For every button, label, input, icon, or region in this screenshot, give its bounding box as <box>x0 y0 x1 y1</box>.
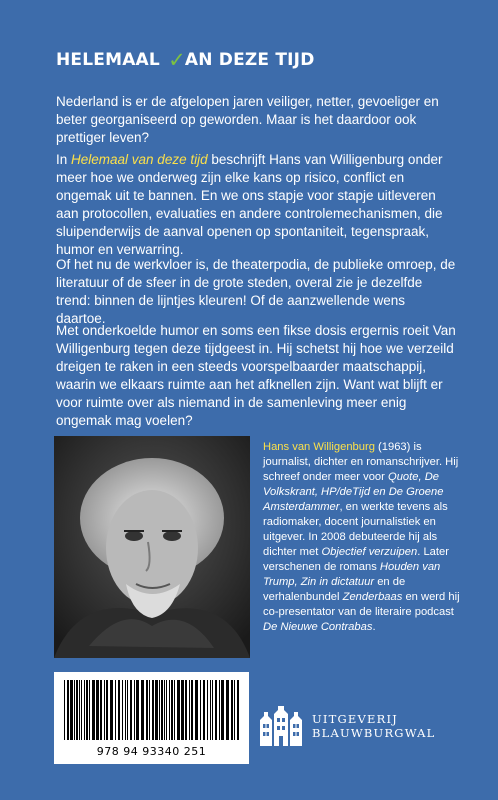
bio-text: . <box>372 621 376 633</box>
barcode-bar <box>134 680 135 740</box>
bio-debut-title: Objectief verzuipen <box>321 546 418 558</box>
barcode-bar <box>146 680 148 740</box>
barcode-bar <box>203 680 205 740</box>
bio-text: (1963) is journalist, dichter en romanschrijver. Hij schreef onder meer voor <box>263 441 459 483</box>
bio-text: en de verhalenbundel <box>263 576 406 603</box>
barcode-bar <box>67 680 69 740</box>
barcode-bar <box>169 680 170 740</box>
publisher-name-line-1: UITGEVERIJ <box>312 712 398 726</box>
author-portrait-image <box>54 436 250 658</box>
book-title <box>56 48 315 72</box>
barcode-bar <box>70 680 73 740</box>
barcode-bar <box>89 680 90 740</box>
barcode-bar <box>149 680 150 740</box>
bio-novels: Houden van Trump, Zin in dictatuur <box>263 561 441 588</box>
barcode-bar <box>200 680 201 740</box>
barcode-bar <box>86 680 88 740</box>
author-bio <box>263 440 463 635</box>
barcode-bar <box>106 680 108 740</box>
barcode-bar <box>79 680 80 740</box>
barcode-bar <box>231 680 233 740</box>
publisher-logo <box>258 702 458 752</box>
barcode-bar <box>215 680 217 740</box>
barcode-bar <box>226 680 229 740</box>
bio-text: . Later verschenen de romans <box>263 546 449 573</box>
blurb-p2-text: beschrijft Hans van Willigenburg onder meer hoe we onderweg zijn elke kans op risico, conflict en ongemak uit te bannen. En we ons stapje voor stapje uitleveren aan protocollen, evaluaties en andere controlemechanismen, die sluipenderwijs de aanval openen op spontaniteit, tegenspraak, humor en verwarring. <box>56 152 443 257</box>
blurb-paragraph-2 <box>56 151 456 259</box>
barcode-bar <box>161 680 163 740</box>
barcode-bar <box>207 680 208 740</box>
canal-houses-icon <box>258 702 304 748</box>
barcode-bar <box>76 680 78 740</box>
bio-text: , en werkte tevens als radiomaker, docent journalistiek en uitgever. In 2008 debuteerde hij als dichter met <box>263 501 448 558</box>
barcode-bars <box>54 672 249 746</box>
barcode-bar <box>155 680 158 740</box>
isbn-number: 978 94 93340 251 <box>96 745 207 758</box>
barcode-bar <box>191 680 193 740</box>
blurb-p2-prefix: In <box>56 152 72 167</box>
blurb-paragraph-1: Nederland is er de afgelopen jaren veiliger, netter, gevoeliger en beter georganiseerd op geworden. Maar is het daardoor ook prettiger leven? <box>56 94 439 145</box>
barcode-bar <box>171 680 173 740</box>
barcode-bar <box>96 680 99 740</box>
barcode-bar <box>195 680 198 740</box>
barcode-bar <box>237 680 239 740</box>
barcode-bar <box>164 680 165 740</box>
barcode-bar <box>122 680 123 740</box>
barcode-bar <box>141 680 144 740</box>
barcode-bar <box>152 680 154 740</box>
isbn-barcode <box>54 672 249 764</box>
title-part-1: HELEMAAL <box>56 50 167 70</box>
barcode-bar <box>219 680 220 740</box>
barcode-bar <box>84 680 85 740</box>
barcode-bar <box>130 680 132 740</box>
barcode-bar <box>81 680 82 740</box>
author-photo <box>54 436 250 658</box>
barcode-bar <box>174 680 175 740</box>
blurb-paragraph-4: Met onderkoelde humor en soms een fikse dosis ergernis roeit Van Willigenburg tegen deze tijdgeest in. Hij schetst hij hoe we verzeild dreigen te raken in een steeds voorspelbaarder maatschappij, waarin we elkaars ruimte aan het afknellen zijn. Want wat blijft er voor ruimte over als niemand in de samenleving meer enig ongemak mag voelen? <box>56 323 456 428</box>
checkmark-icon: ✓ <box>168 48 186 72</box>
barcode-bar <box>210 680 211 740</box>
barcode-bar <box>234 680 235 740</box>
barcode-bar <box>185 680 187 740</box>
barcode-bar <box>118 680 120 740</box>
bio-story-collection: Zenderbaas <box>342 591 403 603</box>
barcode-bar <box>177 680 180 740</box>
barcode-bar <box>92 680 95 740</box>
barcode-bar <box>159 680 160 740</box>
blurb-book-title: Helemaal van deze tijd <box>71 152 208 167</box>
title-part-2: AN DEZE TIJD <box>184 50 315 70</box>
barcode-bar <box>221 680 224 740</box>
barcode-bar <box>74 680 75 740</box>
barcode-bar <box>181 680 184 740</box>
publisher-name-line-2: BLAUWBURGWAL <box>312 726 436 740</box>
barcode-bar <box>100 680 102 740</box>
barcode-bar <box>115 680 116 740</box>
bio-publications: Quote, De Volkskrant, HP/deTijd en De Groene Amsterdammer <box>263 471 444 513</box>
barcode-bar <box>104 680 105 740</box>
blurb-paragraph-3: Of het nu de werkvloer is, de theaterpodia, de publieke omroep, de literatuur of de sfeer in de grote steden, overal zie je dezelfde trend: binnen de lijntjes kleuren! Of de aanzwellende wens daartoe. <box>56 257 456 326</box>
barcode-bar <box>125 680 126 740</box>
barcode-bar <box>166 680 167 740</box>
author-name: Hans van Willigenburg <box>263 441 375 453</box>
bio-text: en werd hij co-presentator van de literaire podcast <box>263 591 460 618</box>
barcode-bar <box>127 680 128 740</box>
barcode-bar <box>64 680 65 740</box>
barcode-bar <box>136 680 139 740</box>
barcode-bar <box>110 680 113 740</box>
barcode-bar <box>189 680 190 740</box>
bio-podcast: De Nieuwe Contrabas <box>263 621 373 633</box>
barcode-bar <box>212 680 213 740</box>
